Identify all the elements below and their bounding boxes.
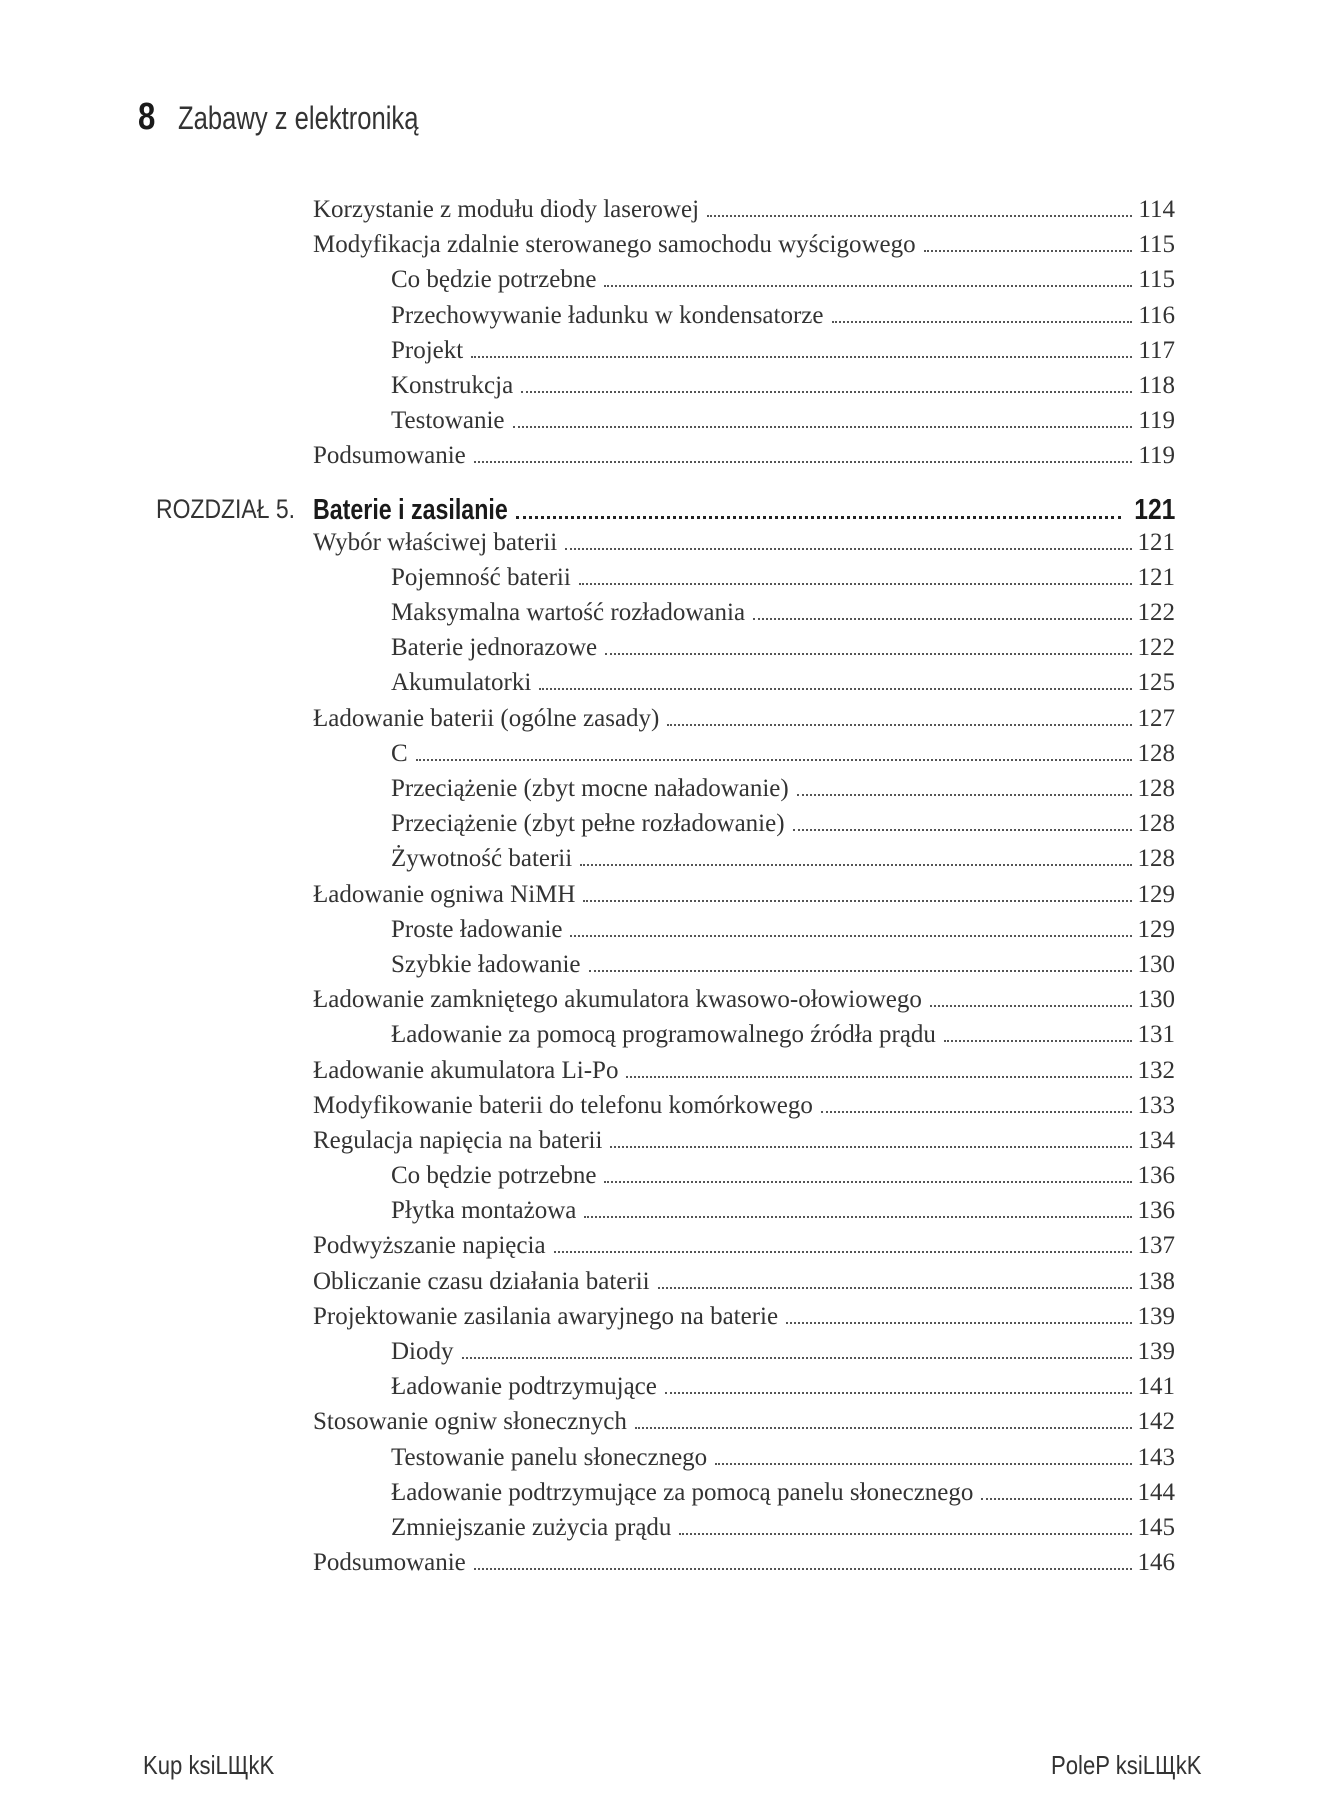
dot-leader: [981, 1497, 1131, 1500]
toc-entry-title: Płytka montażowa: [391, 1197, 577, 1225]
toc-entry[interactable]: [313, 1408, 1175, 1443]
toc-entry-page: 137: [1137, 1232, 1175, 1260]
toc-entry[interactable]: [313, 1162, 1175, 1197]
dot-leader: [584, 1215, 1131, 1218]
toc-entry-page: 143: [1137, 1443, 1175, 1471]
toc-entry-title: Przeciążenie (zbyt pełne rozładowanie): [391, 810, 785, 838]
dot-leader: [753, 617, 1131, 620]
toc-entry-title: Ładowanie podtrzymujące za pomocą panelu słonecznego: [391, 1478, 974, 1506]
toc-entry[interactable]: [313, 1373, 1175, 1408]
toc-entry-title: Przechowywanie ładunku w kondensatorze: [391, 301, 824, 329]
toc-entry-page: 118: [1138, 371, 1175, 399]
dot-leader: [604, 1180, 1131, 1183]
toc-entry-page: 136: [1137, 1162, 1175, 1190]
toc-entry-title: Co będzie potrzebne: [391, 266, 597, 294]
toc-entry-title: Projekt: [391, 336, 464, 364]
toc-entry[interactable]: [313, 564, 1175, 599]
dot-leader: [679, 1532, 1131, 1535]
toc-entry[interactable]: [313, 302, 1175, 337]
dot-leader: [554, 1250, 1132, 1253]
toc-entry-page: 133: [1137, 1091, 1175, 1119]
toc-entry-page: 142: [1137, 1408, 1175, 1436]
dot-leader: [626, 1075, 1131, 1078]
toc-entry-page: 122: [1137, 634, 1175, 662]
dot-leader: [471, 355, 1132, 358]
toc-entry-title: Obliczanie czasu działania baterii: [313, 1267, 650, 1295]
toc-entry-title: Podsumowanie: [313, 1549, 466, 1577]
toc-entry-title: Wybór właściwej baterii: [313, 528, 558, 556]
toc-entry[interactable]: [313, 442, 1175, 477]
dot-leader: [565, 547, 1131, 550]
toc-entry-page: 121: [1137, 528, 1175, 556]
book-title: Zabawy z elektroniką: [178, 100, 419, 136]
toc-entry-page: 128: [1137, 810, 1175, 838]
page-header: [138, 96, 479, 139]
toc-entry-page: 139: [1137, 1302, 1175, 1330]
toc-entry-title: Modyfikacja zdalnie sterowanego samochodu wyścigowego: [313, 231, 916, 259]
dot-leader: [610, 1145, 1131, 1148]
toc-entry[interactable]: [313, 529, 1175, 564]
toc-entry[interactable]: [313, 337, 1175, 372]
dot-leader: [665, 1391, 1132, 1394]
toc-entry[interactable]: [313, 810, 1175, 845]
toc-entry-title: Ładowanie baterii (ogólne zasady): [313, 704, 660, 732]
toc-entry-title: Przeciążenie (zbyt mocne naładowanie): [391, 775, 789, 802]
recommend-book-link[interactable]: PoleP ksiLЩkK: [1051, 1750, 1202, 1780]
toc-entry[interactable]: [313, 1479, 1175, 1514]
toc-entry-title: Stosowanie ogniw słonecznych: [313, 1408, 627, 1436]
dot-leader: [821, 1110, 1132, 1113]
toc-entry[interactable]: [313, 845, 1175, 880]
toc-chapter-entry[interactable]: [156, 493, 1175, 529]
toc-entry-page: 144: [1137, 1478, 1175, 1506]
toc-entry-title: Szybkie ładowanie: [391, 950, 581, 978]
dot-leader: [832, 320, 1133, 323]
dot-leader: [930, 1004, 1132, 1007]
toc-entry[interactable]: [313, 1021, 1175, 1056]
dot-leader: [667, 723, 1131, 726]
page-number: 8: [138, 96, 156, 138]
toc-entry[interactable]: [313, 599, 1175, 634]
toc-entry-page: 122: [1137, 599, 1175, 627]
toc-entry[interactable]: [313, 705, 1175, 740]
dot-leader: [579, 582, 1132, 585]
toc-entry-title: Regulacja napięcia na baterii: [313, 1126, 603, 1154]
toc-entry-title: Akumulatorki: [391, 669, 532, 697]
toc-entry[interactable]: [313, 1092, 1175, 1127]
toc-entry[interactable]: [313, 951, 1175, 986]
toc-entry-title: Korzystanie z modułu diody laserowej: [313, 196, 700, 223]
toc-entry-title: Żywotność baterii: [391, 845, 573, 873]
toc-entry-title: Ładowanie podtrzymujące: [391, 1373, 657, 1401]
toc-entry-title: Proste ładowanie: [391, 915, 563, 943]
toc-entry-page: 116: [1138, 301, 1175, 329]
dot-leader: [583, 899, 1131, 902]
toc-entry[interactable]: [313, 1303, 1175, 1338]
dot-leader: [474, 460, 1133, 463]
toc-entry-page: 138: [1137, 1267, 1175, 1295]
toc-entry-page: 125: [1137, 669, 1175, 697]
toc-entry-title: Pojemność baterii: [391, 563, 571, 591]
toc-entry-page: 132: [1137, 1056, 1175, 1084]
toc-entry-page: 131: [1137, 1021, 1175, 1049]
toc-entry-page: 129: [1137, 880, 1175, 908]
toc-entry[interactable]: [313, 1197, 1175, 1232]
dot-leader: [416, 758, 1132, 761]
toc-entry-title: Ładowanie za pomocą programowalnego źródła prądu: [391, 1021, 936, 1049]
toc-entry-title: Co będzie potrzebne: [391, 1162, 597, 1190]
toc-entry[interactable]: [313, 372, 1175, 407]
toc-entry-page: 134: [1137, 1126, 1175, 1154]
toc-entry-page: 121: [1137, 563, 1175, 591]
toc-entry-page: 136: [1137, 1197, 1175, 1225]
dot-leader: [786, 1321, 1131, 1324]
toc-entry-page: 115: [1138, 231, 1175, 259]
dot-leader: [924, 249, 1133, 252]
dot-leader: [658, 1286, 1132, 1289]
toc-entry-title: [313, 494, 516, 527]
toc-entry[interactable]: [313, 266, 1175, 301]
toc-entry-page: 130: [1137, 986, 1175, 1014]
toc-entry-title: Zmniejszanie zużycia prądu: [391, 1513, 672, 1541]
buy-book-link[interactable]: Kup ksiLЩkK: [143, 1750, 275, 1780]
toc-entry-title: Testowanie: [391, 407, 505, 435]
toc-entry-page: 130: [1137, 950, 1175, 978]
toc-entry[interactable]: [313, 881, 1175, 916]
toc-entry[interactable]: [313, 1338, 1175, 1373]
toc-entry[interactable]: [313, 1057, 1175, 1092]
toc-entry[interactable]: [313, 1127, 1175, 1162]
dot-leader: [589, 969, 1132, 972]
toc-entry[interactable]: [313, 775, 1175, 810]
dot-leader: [707, 214, 1132, 217]
toc-entry-title: Ładowanie akumulatora Li-Po: [313, 1056, 619, 1084]
toc-entry-title: Testowanie panelu słonecznego: [391, 1443, 708, 1471]
toc-entry-page: 146: [1137, 1549, 1175, 1577]
dot-leader: [944, 1039, 1132, 1042]
table-of-contents: [156, 196, 1175, 1584]
toc-entry-title: Podsumowanie: [313, 442, 466, 470]
toc-entry-page: 114: [1138, 196, 1175, 223]
toc-entry-page: 128: [1137, 775, 1175, 802]
chapter-label: ROZDZIAŁ 5.: [156, 493, 296, 524]
toc-entry[interactable]: [313, 916, 1175, 951]
dot-leader: [521, 390, 1132, 393]
toc-entry-page: [1121, 494, 1175, 527]
toc-entry[interactable]: [313, 634, 1175, 669]
dot-leader: [605, 652, 1131, 655]
toc-entry[interactable]: [313, 1268, 1175, 1303]
chapter-title: Baterie i zasilanie: [313, 493, 508, 526]
toc-entry-page: 115: [1138, 266, 1175, 294]
toc-entry-title: Projektowanie zasilania awaryjnego na baterie: [313, 1302, 779, 1330]
dot-leader: [604, 284, 1132, 287]
toc-entry[interactable]: [313, 1514, 1175, 1549]
dot-leader: [539, 687, 1131, 690]
toc-entry-page: 119: [1138, 442, 1175, 470]
toc-entry-title: Ładowanie zamkniętego akumulatora kwasowo-ołowiowego: [313, 986, 922, 1014]
dot-leader: [580, 863, 1131, 866]
toc-entry[interactable]: [313, 669, 1175, 704]
toc-entry-page: 119: [1138, 407, 1175, 435]
dot-leader: [516, 515, 1121, 519]
toc-entry[interactable]: [313, 740, 1175, 775]
toc-entry-page: 129: [1137, 915, 1175, 943]
dot-leader: [715, 1462, 1131, 1465]
dot-leader: [570, 934, 1131, 937]
toc-entry[interactable]: [313, 231, 1175, 266]
toc-entry-page: 139: [1137, 1338, 1175, 1365]
toc-entry-title: Modyfikowanie baterii do telefonu komórkowego: [313, 1091, 813, 1119]
dot-leader: [797, 793, 1132, 796]
toc-entry[interactable]: [313, 1232, 1175, 1267]
toc-entry-title: Maksymalna wartość rozładowania: [391, 599, 746, 627]
dot-leader: [462, 1356, 1132, 1359]
dot-leader: [474, 1567, 1132, 1570]
toc-entry-title: Diody: [391, 1338, 454, 1365]
toc-entry-page: 117: [1138, 336, 1175, 364]
toc-entry-page: 128: [1137, 739, 1175, 767]
toc-entry[interactable]: [313, 986, 1175, 1021]
toc-entry-title: Baterie jednorazowe: [391, 634, 598, 662]
toc-entry-title: C: [391, 739, 408, 767]
toc-entry-page: 141: [1137, 1373, 1175, 1401]
toc-entry[interactable]: [313, 1549, 1175, 1584]
toc-entry-title: Podwyższanie napięcia: [313, 1232, 546, 1260]
dot-leader: [635, 1426, 1132, 1429]
dot-leader: [793, 828, 1132, 831]
toc-entry-page: 128: [1137, 845, 1175, 873]
toc-entry-title: Konstrukcja: [391, 371, 514, 399]
chapter-page: 121: [1133, 493, 1175, 526]
toc-entry[interactable]: [313, 196, 1175, 231]
dot-leader: [513, 425, 1133, 428]
toc-entry-title: Ładowanie ogniwa NiMH: [313, 880, 576, 908]
toc-entry-page: 127: [1137, 704, 1175, 732]
toc-entry[interactable]: [313, 407, 1175, 442]
toc-entry-page: 145: [1137, 1513, 1175, 1541]
toc-entry[interactable]: [313, 1444, 1175, 1479]
